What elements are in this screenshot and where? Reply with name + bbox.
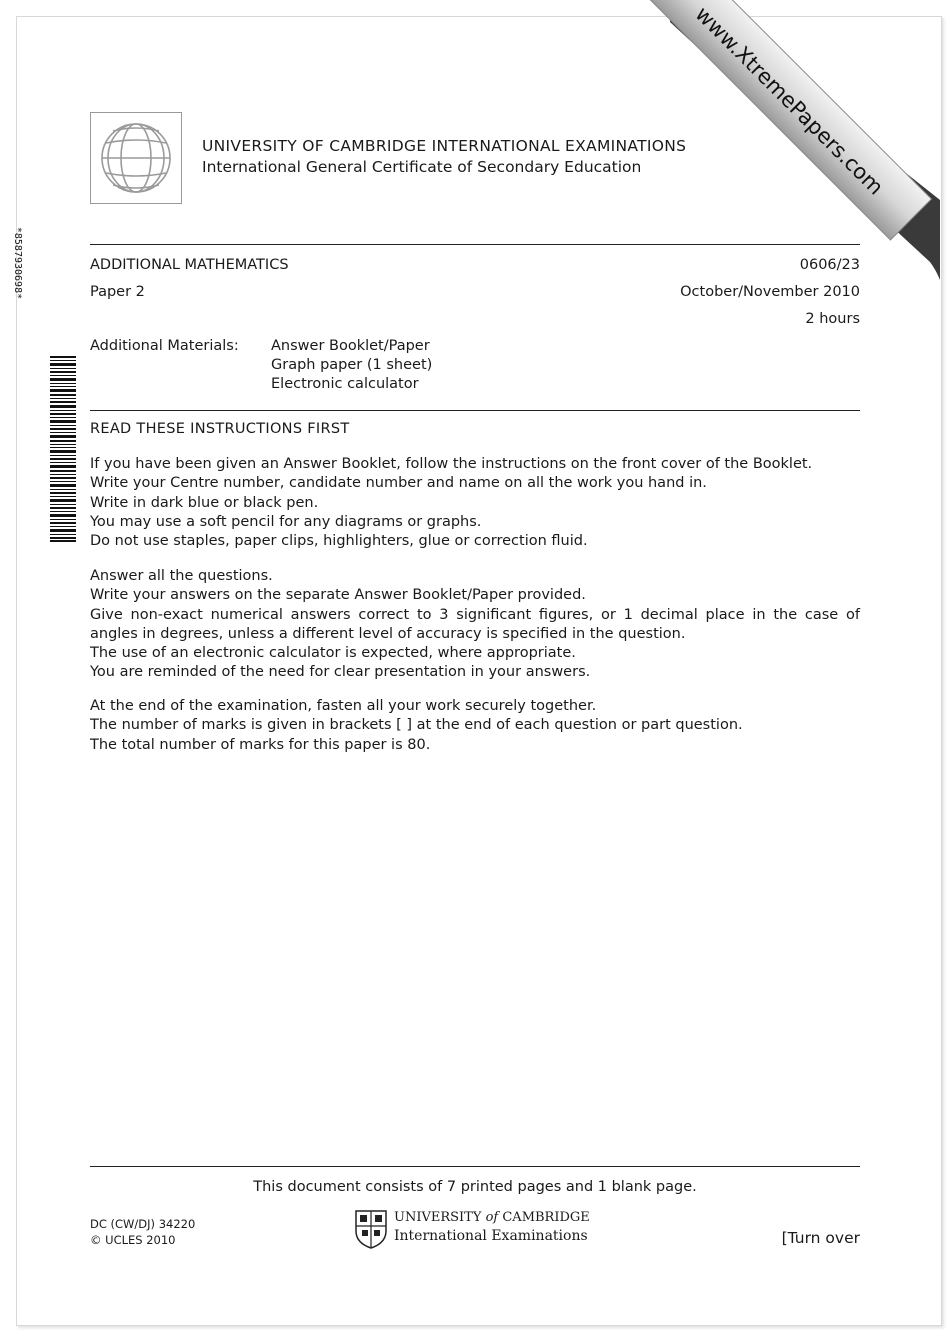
instruction-line: Answer all the questions. [90,568,273,584]
materials-item: Graph paper (1 sheet) [271,357,433,373]
instructions-block-2 [90,567,860,683]
divider-top [90,244,860,245]
instruction-line: Write your Centre number, candidate number and name on all the work you hand in. [90,475,707,492]
watermark-text: www.XtremePapers.com [690,1,889,200]
copyright: © UCLES 2010 [90,1233,176,1247]
instructions-block-1 [90,455,860,551]
pages-note: This document consists of 7 printed pages and 1 blank page. [253,1179,697,1195]
doc-ref: DC (CW/DJ) 34220 [90,1217,196,1231]
logo-subtitle: International Examinations [394,1228,588,1244]
exam-session: October/November 2010 [680,284,860,300]
instruction-line: The total number of marks for this paper is 80. [90,736,431,753]
instructions-heading: READ THESE INSTRUCTIONS FIRST [90,421,350,437]
paper-number: Paper 2 [90,284,145,300]
materials-item: Electronic calculator [271,376,419,392]
turn-over: [Turn over [781,1229,860,1247]
logo-cambridge: CAMBRIDGE [502,1210,590,1225]
instruction-line: The number of marks is given in brackets [ ] at the end of each question or part question. [90,717,743,734]
barcode-text: *8587930698* [12,226,23,300]
globe-logo [90,112,182,204]
materials-item: Answer Booklet/Paper [271,338,430,354]
instruction-line: Write in dark blue or black pen. [90,494,319,511]
org-title: UNIVERSITY OF CAMBRIDGE INTERNATIONAL EXAMINATIONS [202,137,687,155]
divider-mid [90,410,860,411]
candidate-barcode [12,226,78,542]
crest-icon [354,1209,388,1249]
instruction-line: If you have been given an Answer Booklet, follow the instructions on the front cover of the Booklet. [90,456,813,472]
instruction-line: At the end of the examination, fasten all your work securely together. [90,698,597,714]
logo-university: UNIVERSITY [394,1210,482,1225]
logo-of: of [485,1210,499,1225]
instruction-line: You are reminded of the need for clear presentation in your answers. [90,664,591,681]
instruction-line: The use of an electronic calculator is expected, where appropriate. [90,645,576,662]
divider-bottom [90,1166,860,1167]
instructions-block-3 [90,697,860,755]
instruction-line: Do not use staples, paper clips, highlighters, glue or correction fluid. [90,533,588,550]
watermark-ribbon [640,0,950,300]
org-subtitle: International General Certificate of Secondary Education [202,158,642,176]
paper-code: 0606/23 [799,257,860,273]
instruction-line: Give non-exact numerical answers correct to 3 significant figures, or 1 decimal place in the case of angles in degrees, unless a different level of accuracy is specified in the question. [90,606,860,642]
materials-label: Additional Materials: [90,338,239,354]
exam-duration: 2 hours [805,311,860,327]
instruction-line: Write your answers on the separate Answer Booklet/Paper provided. [90,587,586,604]
subject: ADDITIONAL MATHEMATICS [90,257,289,273]
globe-icon [91,113,181,203]
instruction-line: You may use a soft pencil for any diagrams or graphs. [90,513,482,530]
